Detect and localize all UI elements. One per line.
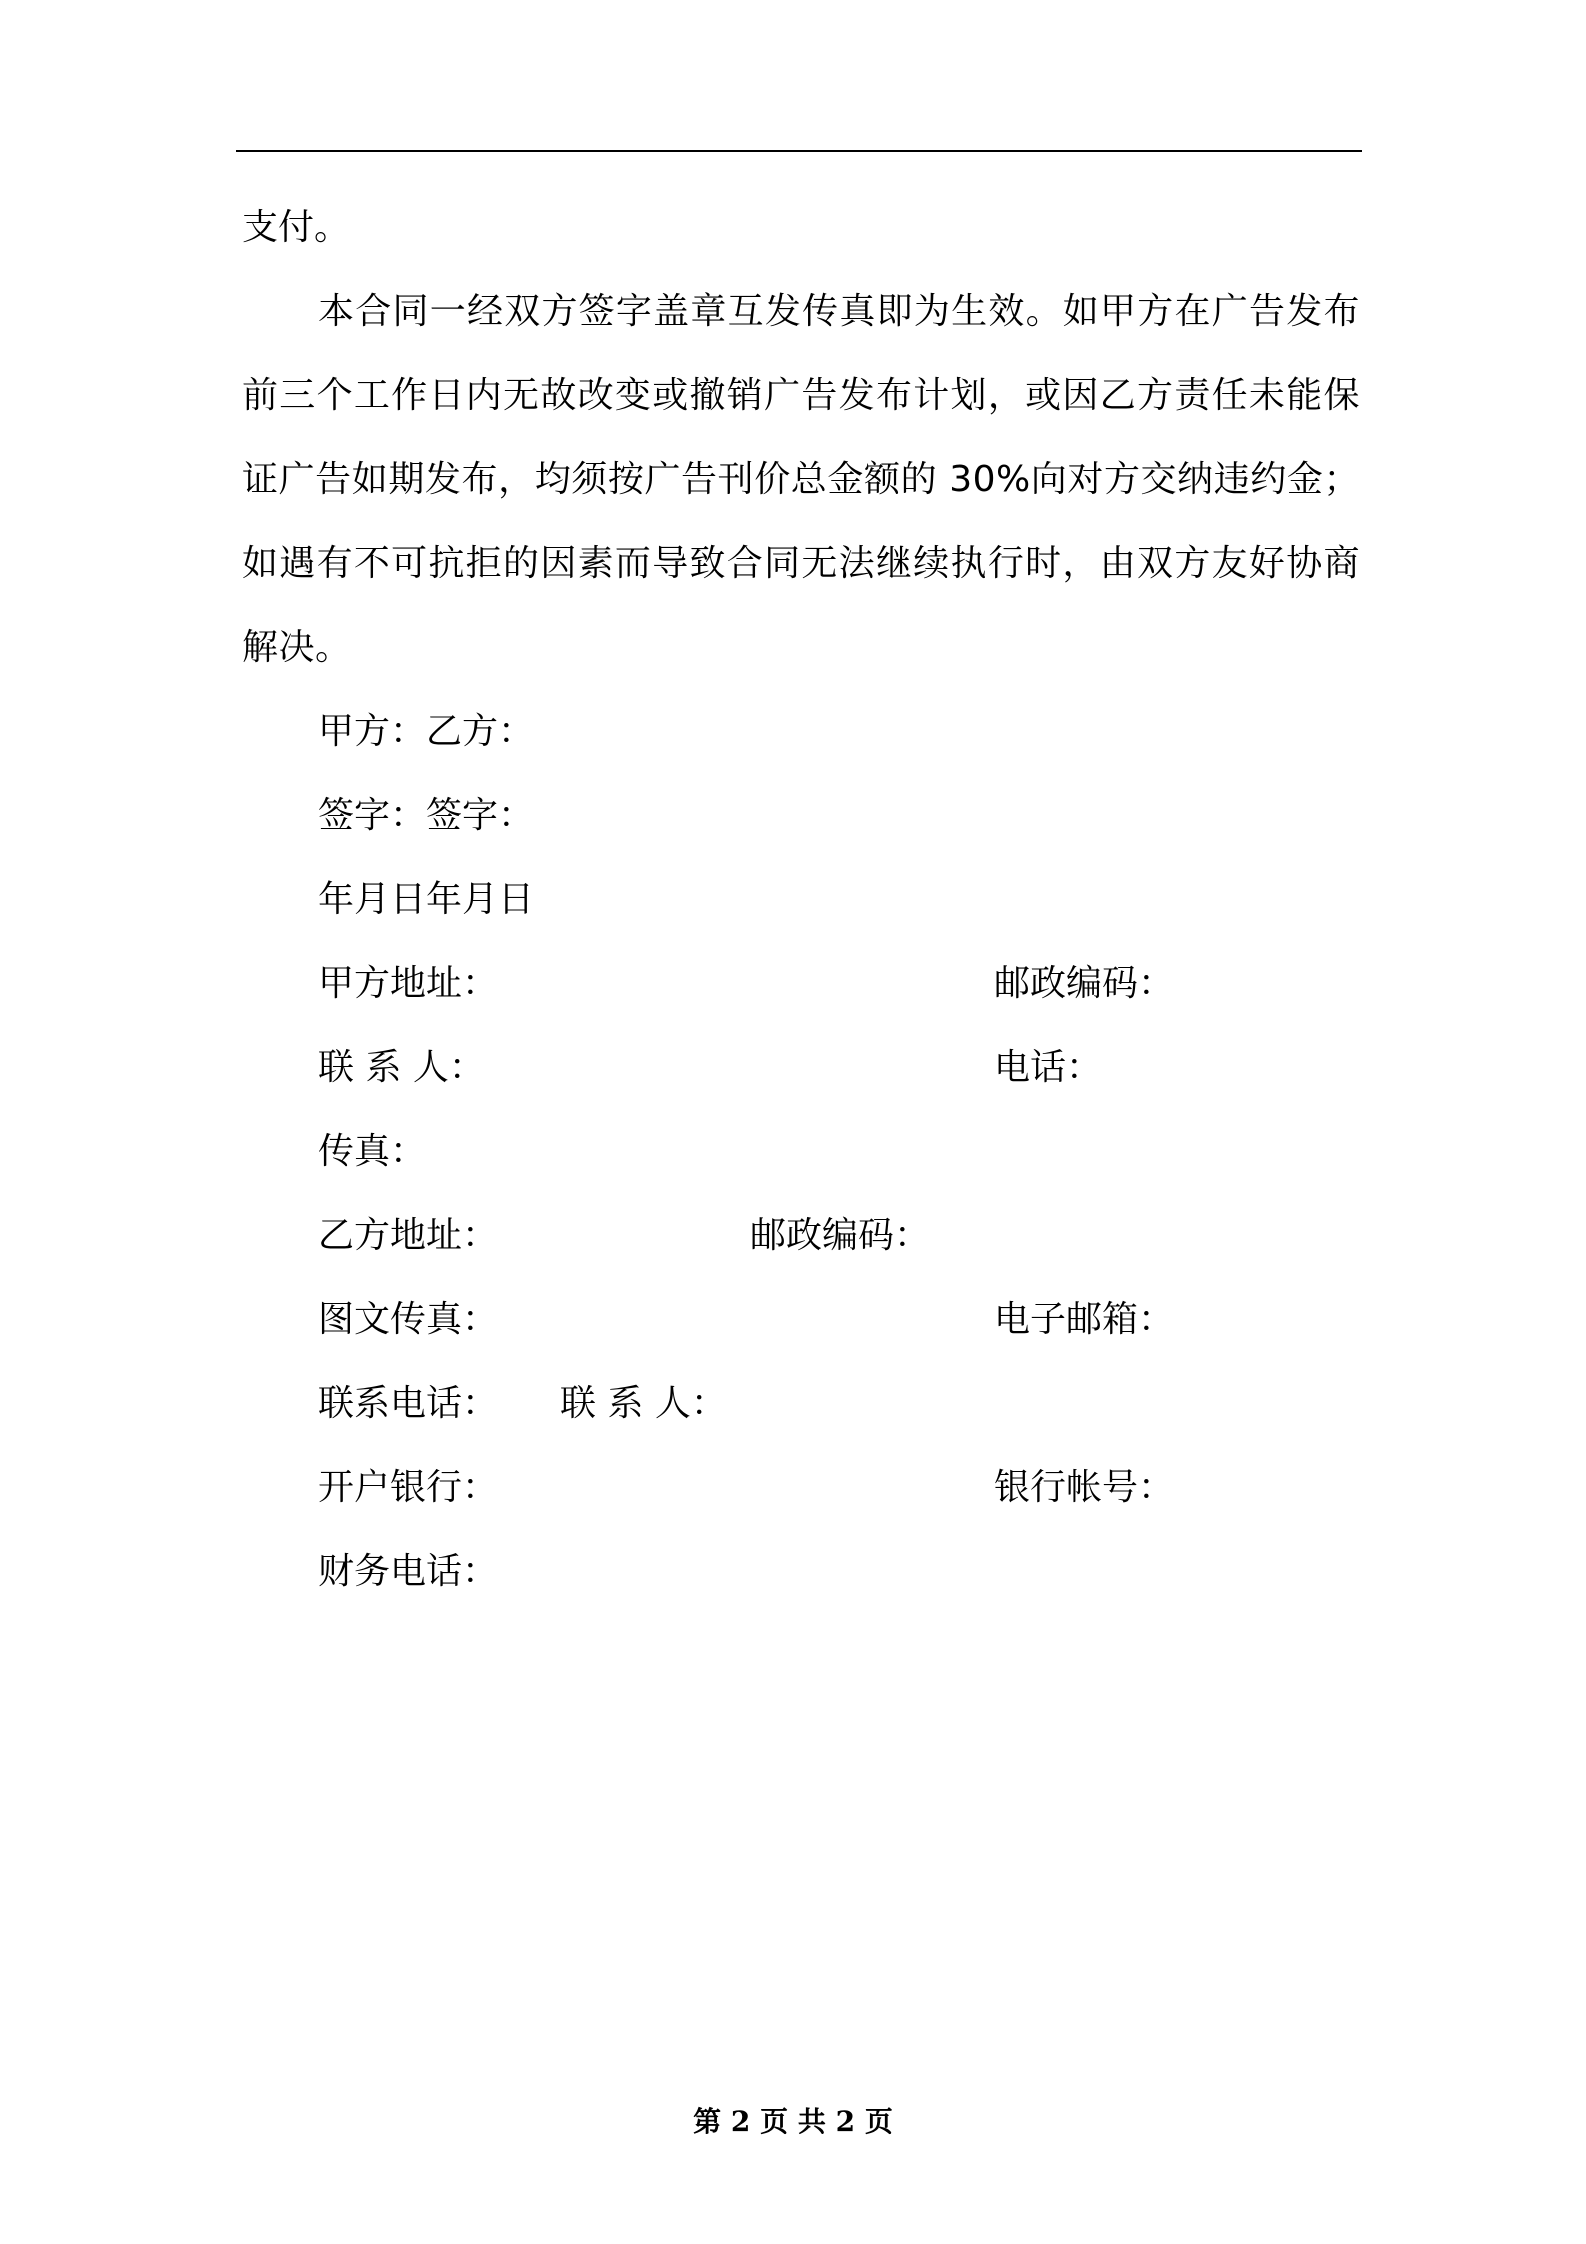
dates-line: 年月日年月日: [318, 879, 535, 920]
party-b-bank-label: 开户银行：: [318, 1467, 499, 1508]
party-a-postal-code-label: 邮政编码：: [994, 963, 1175, 1004]
party-b-address-label: 乙方地址：: [318, 1215, 499, 1256]
party-b-contact-phone-label: 联系电话：: [318, 1383, 499, 1424]
paragraph-continuation: 支付。: [242, 207, 351, 248]
signatures-line: 签字：签字：: [318, 795, 535, 836]
party-b-postal-code-label: 邮政编码：: [750, 1215, 931, 1256]
party-a-phone-label: 电话：: [994, 1047, 1103, 1088]
party-b-account-label: 银行帐号：: [994, 1467, 1175, 1508]
party-b-contact-label: 联 系 人：: [560, 1383, 727, 1424]
party-a-contact-label: 联 系 人：: [318, 1047, 485, 1088]
parties-line: 甲方：乙方：: [318, 711, 535, 752]
party-a-fax-label: 传真：: [318, 1131, 427, 1172]
party-b-email-label: 电子邮箱：: [994, 1299, 1175, 1340]
party-b-finance-phone-label: 财务电话：: [318, 1551, 499, 1592]
header-rule: [236, 150, 1362, 152]
party-a-address-label: 甲方地址：: [318, 963, 499, 1004]
page-indicator: 第 2 页 共 2 页: [693, 2105, 893, 2138]
paragraph-effectiveness-clause: 本合同一经双方签字盖章互发传真即为生效。如甲方在广告发布前三个工作日内无故改变或撤销广告发布计划，或因乙方责任未能保证广告如期发布，均须按广告刊价总金额的 30%向对方交纳违约金；如遇有不可抗拒的因素而导致合同无法继续执行时，由双方友好协商解决。: [242, 291, 1360, 668]
party-b-image-fax-label: 图文传真：: [318, 1299, 499, 1340]
